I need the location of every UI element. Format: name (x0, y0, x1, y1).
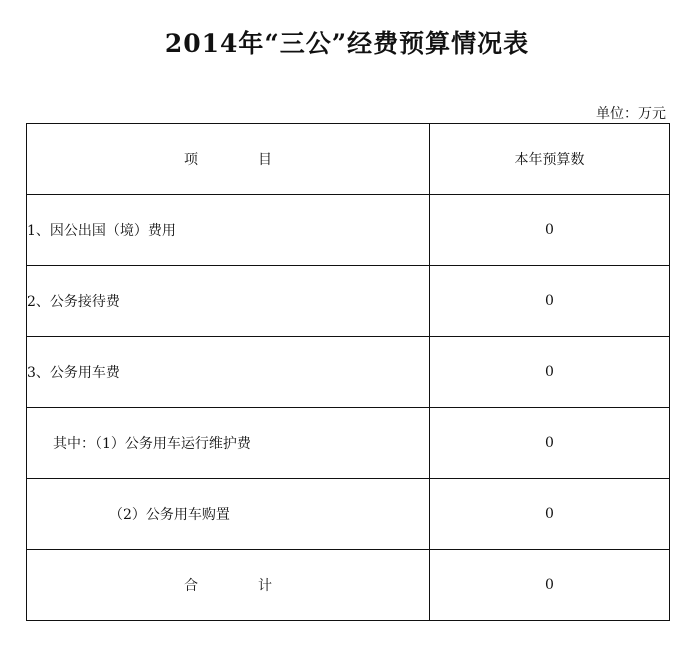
table-row (27, 195, 670, 266)
row-label: （2）公务用车购置 (27, 479, 430, 550)
total-value: 0 (430, 550, 670, 621)
row-value: 0 (430, 195, 670, 266)
table-row (27, 408, 670, 479)
row-value: 0 (430, 337, 670, 408)
total-label (27, 550, 430, 621)
page-title: 2014年“三公”经费预算情况表 (164, 29, 530, 58)
table-row (27, 337, 670, 408)
header-item (27, 124, 430, 195)
header-item-left: 项 (184, 152, 198, 168)
total-label-right: 计 (258, 578, 272, 594)
unit-label: 单位：万元 (596, 106, 666, 122)
row-label: 1、因公出国（境）费用 (27, 195, 430, 266)
total-label-left: 合 (184, 578, 198, 594)
row-value: 0 (430, 479, 670, 550)
header-item-right: 目 (258, 152, 272, 168)
row-value: 0 (430, 266, 670, 337)
header-amount: 本年预算数 (430, 124, 670, 195)
row-label: 其中：（1）公务用车运行维护费 (27, 408, 430, 479)
table-header-row (27, 124, 670, 195)
table-total-row (27, 550, 670, 621)
table-row (27, 266, 670, 337)
table-row (27, 479, 670, 550)
row-label: 3、公务用车费 (27, 337, 430, 408)
row-label: 2、公务接待费 (27, 266, 430, 337)
row-value: 0 (430, 408, 670, 479)
budget-table (26, 123, 670, 621)
